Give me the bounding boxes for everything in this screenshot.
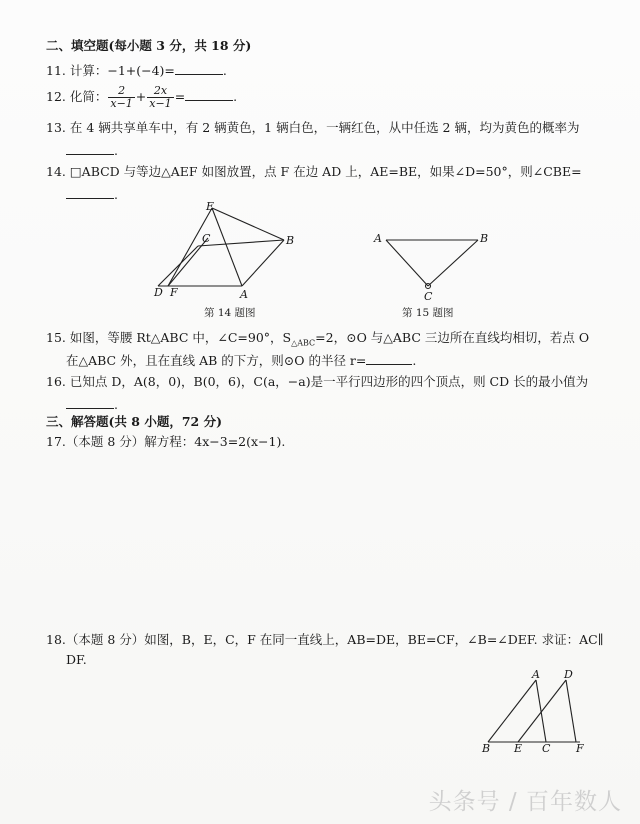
fraction-2: $\frac{2x}{x-1}$ bbox=[149, 84, 172, 110]
fig18-label-E: E bbox=[514, 742, 523, 755]
fig14-label-E: E bbox=[206, 200, 215, 213]
figure-14-diagram bbox=[156, 200, 296, 300]
fig18-label-D: D bbox=[564, 668, 573, 681]
question-12-prefix: 12. 化简： bbox=[46, 89, 108, 104]
answer-blank bbox=[66, 396, 114, 409]
answer-blank bbox=[175, 62, 223, 75]
question-13: 13. 在 4 辆共享单车中，有 2 辆黄色，1 辆白色，一辆红色，从中任选 2 辆，均为黄色的概率为 bbox=[46, 120, 580, 135]
question-11-text: 11. 计算：−1+(−4)= bbox=[46, 63, 175, 78]
fig18-label-B: B bbox=[482, 742, 491, 755]
question-13-blank-line: . bbox=[66, 142, 118, 159]
question-15-line-1: 15. 如图，等腰 Rt△ABC 中，∠C=90°，$S_{\triangle ABC}=2$，⊙O 与△ABC 三边所在直线均相切，若点 O bbox=[46, 330, 590, 348]
question-18-line-1: 18.（本题 8 分）如图，B，E，C，F 在同一直线上，AB=DE，BE=CF，∠B=∠DEF. 求证：AC∥ bbox=[46, 632, 604, 647]
question-14-blank-line: . bbox=[66, 186, 118, 203]
fig18-label-C: C bbox=[542, 742, 551, 755]
fig14-label-C: C bbox=[202, 232, 211, 245]
question-11: 11. 计算：−1+(−4)= . bbox=[46, 63, 227, 78]
figure-15-diagram bbox=[380, 234, 490, 294]
watermark-text: 头条号 / 百年数人 bbox=[428, 789, 622, 815]
question-16-blank-line: . bbox=[66, 396, 118, 413]
answer-blank bbox=[185, 88, 233, 101]
fig14-label-D: D bbox=[154, 286, 163, 299]
section-heading-fill-in: 二、填空题(每小题 3 分，共 18 分) bbox=[46, 38, 252, 53]
question-17: 17.（本题 8 分）解方程：4x−3=2(x−1). bbox=[46, 434, 286, 449]
question-18-line-2: DF. bbox=[66, 652, 87, 667]
question-16: 16. 已知点 D，A(8，0)，B(0，6)，C(a，−a)是一平行四边形的四个顶点，则 CD 长的最小值为 bbox=[46, 374, 589, 389]
section-heading-solutions: 三、解答题(共 8 小题，72 分) bbox=[46, 414, 222, 429]
fig15-label-A: A bbox=[374, 232, 382, 245]
fraction-1: $\frac{2}{x-1}$ bbox=[110, 84, 133, 110]
figure-15-caption: 第 15 题图 bbox=[402, 307, 454, 319]
fig15-label-C: C bbox=[424, 290, 433, 303]
fig15-label-B: B bbox=[480, 232, 489, 245]
figure-18-diagram bbox=[484, 672, 594, 752]
figure-14-caption: 第 14 题图 bbox=[204, 307, 256, 319]
fig14-label-B: B bbox=[286, 234, 295, 247]
question-15-line-2: 在△ABC 外，且在直线 AB 的下方，则⊙O 的半径 r= . bbox=[66, 353, 417, 368]
answer-blank bbox=[66, 142, 114, 155]
fig18-label-F: F bbox=[576, 742, 584, 755]
question-14: 14. □ABCD 与等边△AEF 如图放置，点 F 在边 AD 上，AE=BE，如果∠D=50°，则∠CBE= bbox=[46, 164, 582, 179]
fig18-label-A: A bbox=[532, 668, 540, 681]
fig14-label-F: F bbox=[170, 286, 178, 299]
fig14-label-A: A bbox=[240, 288, 248, 301]
answer-blank bbox=[366, 352, 412, 365]
question-12: 12. 化简： $\frac{2}{x-1}$ + $\frac{2x}{x-1}$ = . bbox=[46, 84, 238, 110]
subscript-abc: △ABC bbox=[291, 338, 316, 348]
answer-blank bbox=[66, 186, 114, 199]
